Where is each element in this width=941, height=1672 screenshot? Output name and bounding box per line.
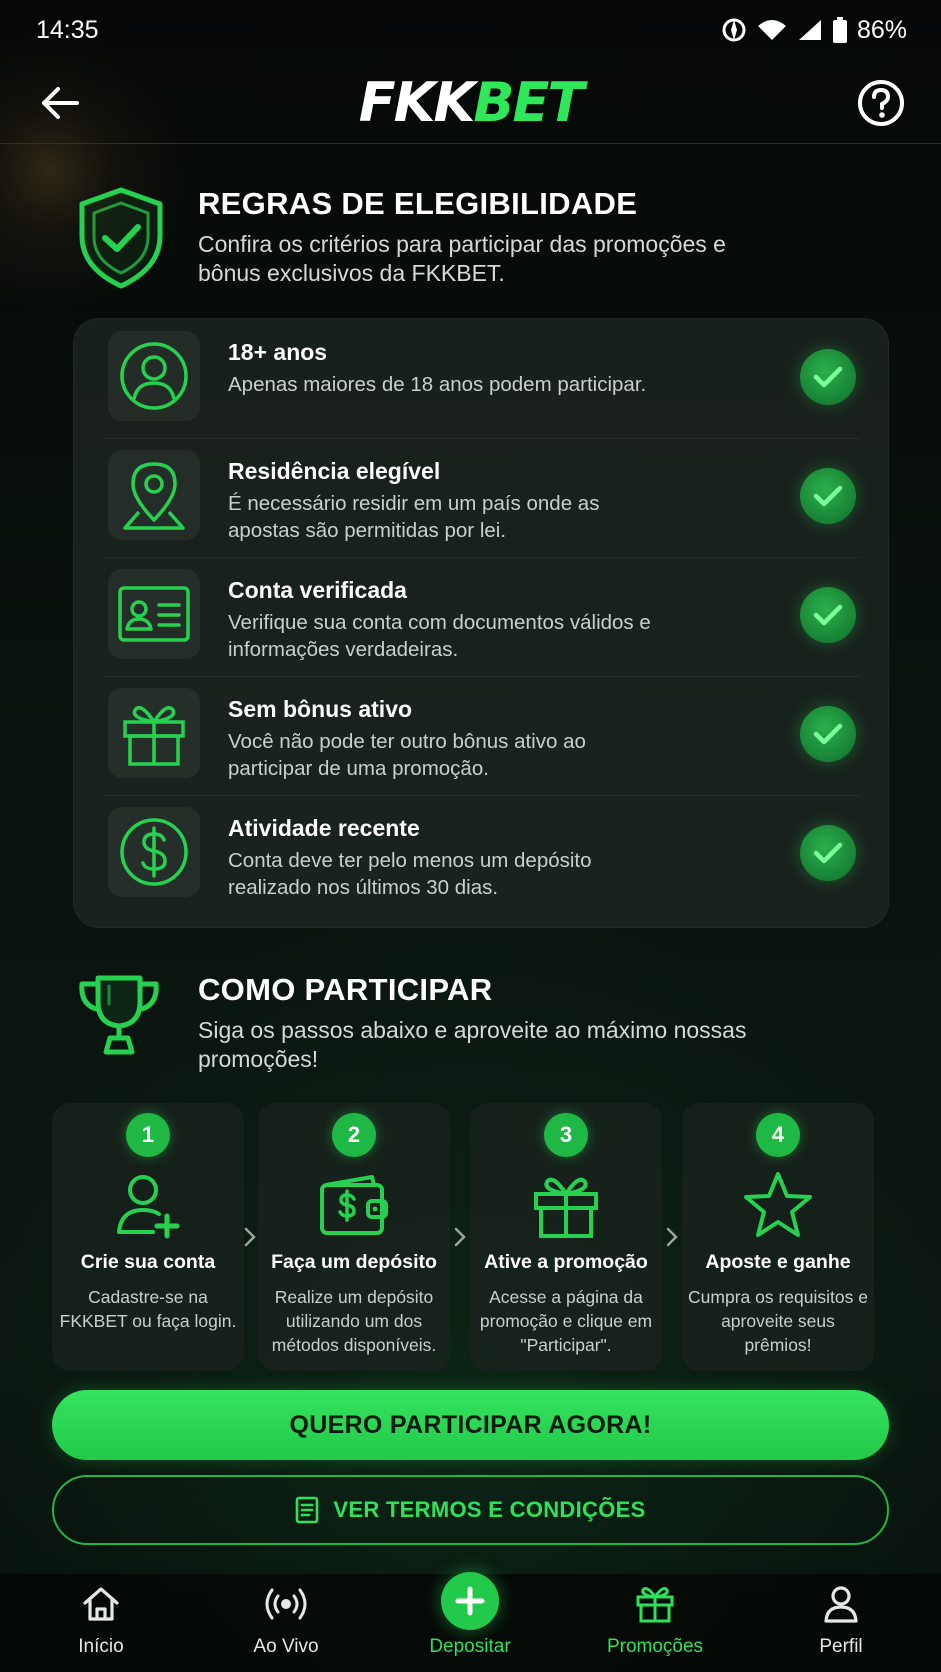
logo-part-bet: BET [473, 70, 583, 134]
nav-label: Ao Vivo [253, 1636, 319, 1657]
eligibility-subtitle: Confira os critérios para participar das promoções e bônus exclusivos da FKKBET. [198, 231, 726, 286]
bottom-navigation [0, 1574, 941, 1672]
rule-description: Você não pode ter outro bônus ativo ao participar de uma promoção. [228, 730, 586, 780]
battery-percent: 86% [856, 15, 907, 44]
rule-description: Apenas maiores de 18 anos podem participar. [228, 373, 647, 396]
step-card [52, 1103, 244, 1371]
back-button[interactable] [36, 79, 84, 127]
eligibility-rules-card [73, 318, 889, 928]
chevron-right-icon [452, 1227, 468, 1247]
eligibility-section-header [76, 186, 876, 306]
plus-icon [441, 1572, 499, 1630]
user-plus-icon [108, 1165, 188, 1245]
step-description: Cumpra os requisitos e aproveite seus prêmios! [688, 1287, 868, 1355]
document-icon [295, 1496, 319, 1524]
check-circle-icon [800, 706, 856, 762]
rule-icon-box [108, 807, 200, 897]
rule-title: Atividade recente [228, 815, 420, 841]
view-terms-button[interactable] [52, 1475, 889, 1545]
rule-description: Conta deve ter pelo menos um depósito realizado nos últimos 30 dias. [228, 849, 592, 899]
wallet-icon [314, 1165, 394, 1245]
step-description: Realize um depósito utilizando um dos métodos disponíveis. [271, 1287, 437, 1355]
rule-row [74, 438, 890, 557]
step-description: Acesse a página da promoção e clique em "Participar". [479, 1287, 653, 1355]
status-icons [721, 16, 907, 45]
nav-item-promocoes[interactable] [580, 1584, 730, 1664]
rule-title: Residência elegível [228, 458, 441, 484]
user-icon [821, 1584, 861, 1624]
rule-row [74, 795, 890, 914]
nav-label: Promoções [606, 1636, 704, 1657]
nav-label: Perfil [819, 1636, 863, 1657]
user-icon [119, 341, 189, 411]
rule-description: Verifique sua conta com documentos válidos e informações verdadeiras. [228, 611, 651, 661]
vpn-icon [721, 17, 747, 43]
arrow-left-icon [40, 85, 80, 121]
nav-label: Início [78, 1636, 124, 1657]
check-circle-icon [800, 825, 856, 881]
gift-icon [119, 698, 189, 768]
rule-icon-box [108, 450, 200, 540]
step-number: 2 [332, 1113, 376, 1157]
step-title: Faça um depósito [271, 1251, 437, 1273]
check-circle-icon [800, 349, 856, 405]
participate-now-button[interactable]: QUERO PARTICIPAR AGORA! [52, 1390, 889, 1460]
gift-icon [635, 1584, 675, 1624]
check-circle-icon [800, 468, 856, 524]
app-header [0, 62, 941, 144]
rule-title: 18+ anos [228, 339, 328, 365]
step-title: Aposte e ganhe [705, 1251, 851, 1273]
chevron-right-icon [664, 1227, 680, 1247]
id-card-icon [117, 585, 191, 643]
nav-label: Depositar [429, 1636, 511, 1657]
rule-icon-box [108, 331, 200, 421]
battery-icon [833, 17, 847, 43]
trophy-icon [76, 972, 162, 1058]
rule-divider [104, 438, 860, 439]
rule-divider [104, 676, 860, 677]
rule-row [74, 319, 890, 438]
map-pin-icon [119, 458, 189, 532]
steps-row [52, 1103, 892, 1371]
rule-divider [104, 795, 860, 796]
nav-item-inicio[interactable] [26, 1584, 176, 1664]
rule-icon-box [108, 569, 200, 659]
nav-item-ao-vivo[interactable] [211, 1584, 361, 1664]
rule-divider [104, 557, 860, 558]
chevron-right-icon [242, 1227, 258, 1247]
how-to-section-header [76, 972, 876, 1092]
step-description: Cadastre-se na FKKBET ou faça login. [59, 1287, 237, 1331]
status-bar [0, 0, 941, 60]
nav-item-depositar[interactable] [395, 1584, 545, 1664]
live-broadcast-icon [264, 1584, 308, 1624]
rule-icon-box [108, 688, 200, 778]
dollar-circle-icon [118, 816, 190, 888]
rule-title: Sem bônus ativo [228, 696, 413, 722]
signal-icon [797, 18, 823, 42]
question-circle-icon [856, 78, 906, 128]
step-card [470, 1103, 662, 1371]
step-number: 4 [756, 1113, 800, 1157]
view-terms-label: VER TERMOS E CONDIÇÕES [333, 1497, 646, 1522]
rule-description: É necessário residir em um país onde as apostas são permitidas por lei. [228, 492, 600, 542]
brand-logo [358, 70, 583, 134]
step-number: 1 [126, 1113, 170, 1157]
rule-title: Conta verificada [228, 577, 407, 603]
gift-icon [526, 1165, 606, 1245]
rule-row [74, 676, 890, 795]
eligibility-title: REGRAS DE ELEGIBILIDADE [198, 186, 638, 221]
step-card [258, 1103, 450, 1371]
wifi-icon [757, 18, 787, 42]
step-number: 3 [544, 1113, 588, 1157]
how-to-subtitle: Siga os passos abaixo e aproveite ao máximo nossas promoções! [198, 1017, 747, 1072]
nav-item-perfil[interactable] [766, 1584, 916, 1664]
rule-row [74, 557, 890, 676]
home-icon [81, 1584, 121, 1624]
star-icon [738, 1165, 818, 1245]
step-card [682, 1103, 874, 1371]
shield-check-icon [76, 186, 166, 290]
logo-part-fkk: FKK [358, 70, 474, 134]
how-to-title: COMO PARTICIPAR [198, 972, 493, 1007]
step-title: Crie sua conta [80, 1251, 216, 1273]
help-button[interactable] [853, 75, 909, 131]
check-circle-icon [800, 587, 856, 643]
status-time: 14:35 [36, 15, 99, 44]
step-title: Ative a promoção [484, 1251, 648, 1273]
